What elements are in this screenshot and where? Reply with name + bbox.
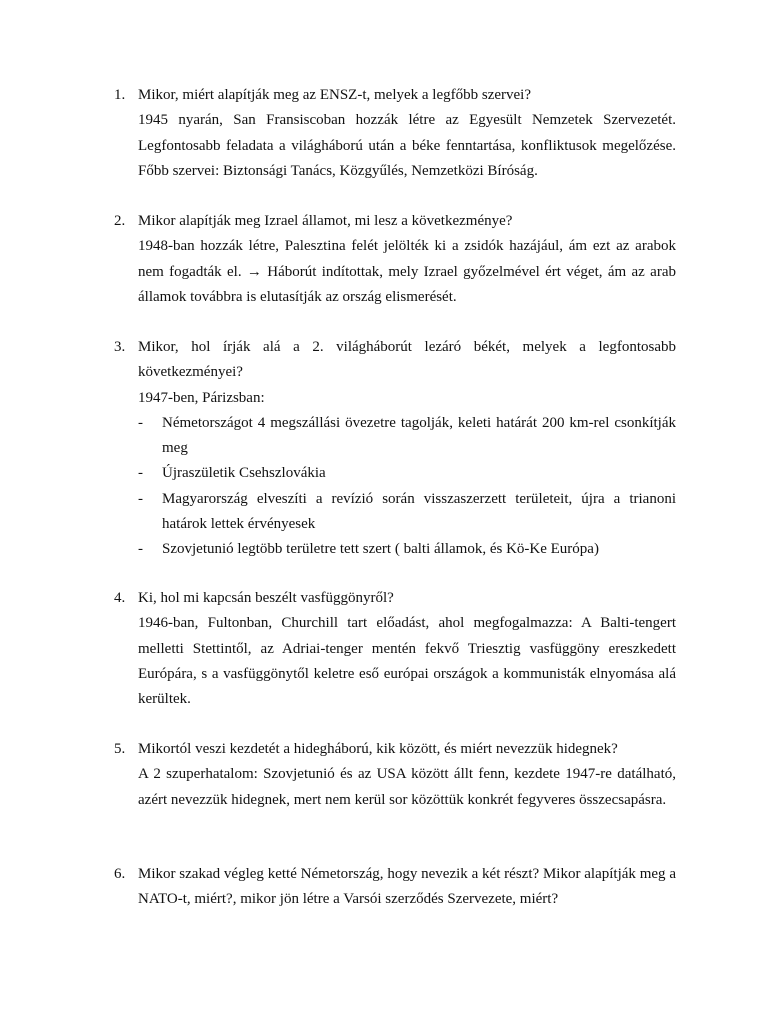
question-item-1 bbox=[114, 83, 676, 184]
answer-text: 1945 nyarán, San Fransiscoban hozzák létre az Egyesült Nemzetek Szervezetét. Legfontosabb feladata a világháború után a béke fenntartása, konfliktusok megelőzése. Főbb szervei: Biztonsági Tanács, Közgyűlés, Nemzetközi Bíróság. bbox=[138, 112, 676, 179]
question-number: 4. bbox=[114, 590, 126, 606]
question-number: 2. bbox=[114, 213, 126, 229]
list-item-text: Magyarország elveszíti a revízió során visszaszerzett területeit, újra a trianoni határok lettek érvényesek bbox=[162, 490, 676, 533]
question-line bbox=[114, 209, 676, 234]
bullet-dash: - bbox=[138, 541, 143, 558]
list-item-text: Szovjetunió legtöbb területre tett szert ( balti államok, és Kö-Ke Európa) bbox=[162, 541, 599, 558]
bullet-dash: - bbox=[138, 490, 143, 507]
question-number: 6. bbox=[114, 866, 126, 882]
question-item-6 bbox=[114, 862, 676, 913]
question-text: Mikor, hol írják alá a 2. világháborút lezáró békét, melyek a legfontosabb következményei? bbox=[138, 339, 676, 381]
question-item-2 bbox=[114, 209, 676, 310]
question-text: Mikortól veszi kezdetét a hidegháború, kik között, és miért nevezzük hidegnek? bbox=[138, 741, 618, 757]
question-item-3 bbox=[114, 335, 676, 563]
question-line bbox=[114, 862, 676, 913]
question-line bbox=[114, 83, 676, 108]
answer-text: 1947-ben, Párizsban: bbox=[138, 389, 265, 406]
list-item bbox=[114, 411, 676, 462]
answer-text: A 2 szuperhatalom: Szovjetunió és az USA között állt fenn, kezdete 1947-re datálható, azért nevezzük hidegnek, mert nem kerül sor közöttük konkrét fegyveres összecsapásra. bbox=[138, 766, 676, 808]
list-item-text: Németországot 4 megszállási övezetre tagolják, keleti határát 200 km-rel csonkítják meg bbox=[162, 414, 676, 457]
list-item bbox=[114, 487, 676, 538]
list-item-text: Újraszületik Csehszlovákia bbox=[162, 465, 326, 482]
question-text: Mikor szakad végleg ketté Németország, hogy nevezik a két részt? Mikor alapítják meg a NATO-t, miért?, mikor jön létre a Varsói szerződés Szervezete, miért? bbox=[138, 866, 676, 908]
bullet-dash: - bbox=[138, 414, 143, 431]
question-text: Mikor alapítják meg Izrael államot, mi lesz a következménye? bbox=[138, 213, 513, 229]
answer-text: 1946-ban, Fultonban, Churchill tart előadást, ahol megfogalmazza: A Balti-tengert melletti Stettintől, az Adriai-tenger mentén fekvő Triesztig vasfüggöny ereszkedett Európára, s a vasfüggönytől keletre eső európai országok a kommunisták elnyomása alá kerültek. bbox=[138, 615, 676, 708]
question-line bbox=[114, 335, 676, 386]
question-text: Ki, hol mi kapcsán beszélt vasfüggönyről? bbox=[138, 590, 394, 606]
question-line bbox=[114, 586, 676, 611]
bullet-dash: - bbox=[138, 465, 143, 482]
list-item bbox=[114, 461, 676, 486]
list-item bbox=[114, 537, 676, 562]
answer-text: 1948-ban hozzák létre, Palesztina felét jelölték ki a zsidók hazájául, ám ezt az arabok nem fogadták el. → Háborút indítottak, mely Izrael győzelmével ért véget, ám az arab államok továbbra is elutasítják az ország elismerését. bbox=[138, 238, 676, 305]
question-item-5 bbox=[114, 737, 676, 813]
question-number: 1. bbox=[114, 87, 126, 103]
question-item-4 bbox=[114, 586, 676, 712]
question-number: 5. bbox=[114, 741, 126, 757]
question-text: Mikor, miért alapítják meg az ENSZ-t, melyek a legfőbb szervei? bbox=[138, 87, 532, 103]
question-number: 3. bbox=[114, 339, 126, 355]
question-line bbox=[114, 737, 676, 762]
